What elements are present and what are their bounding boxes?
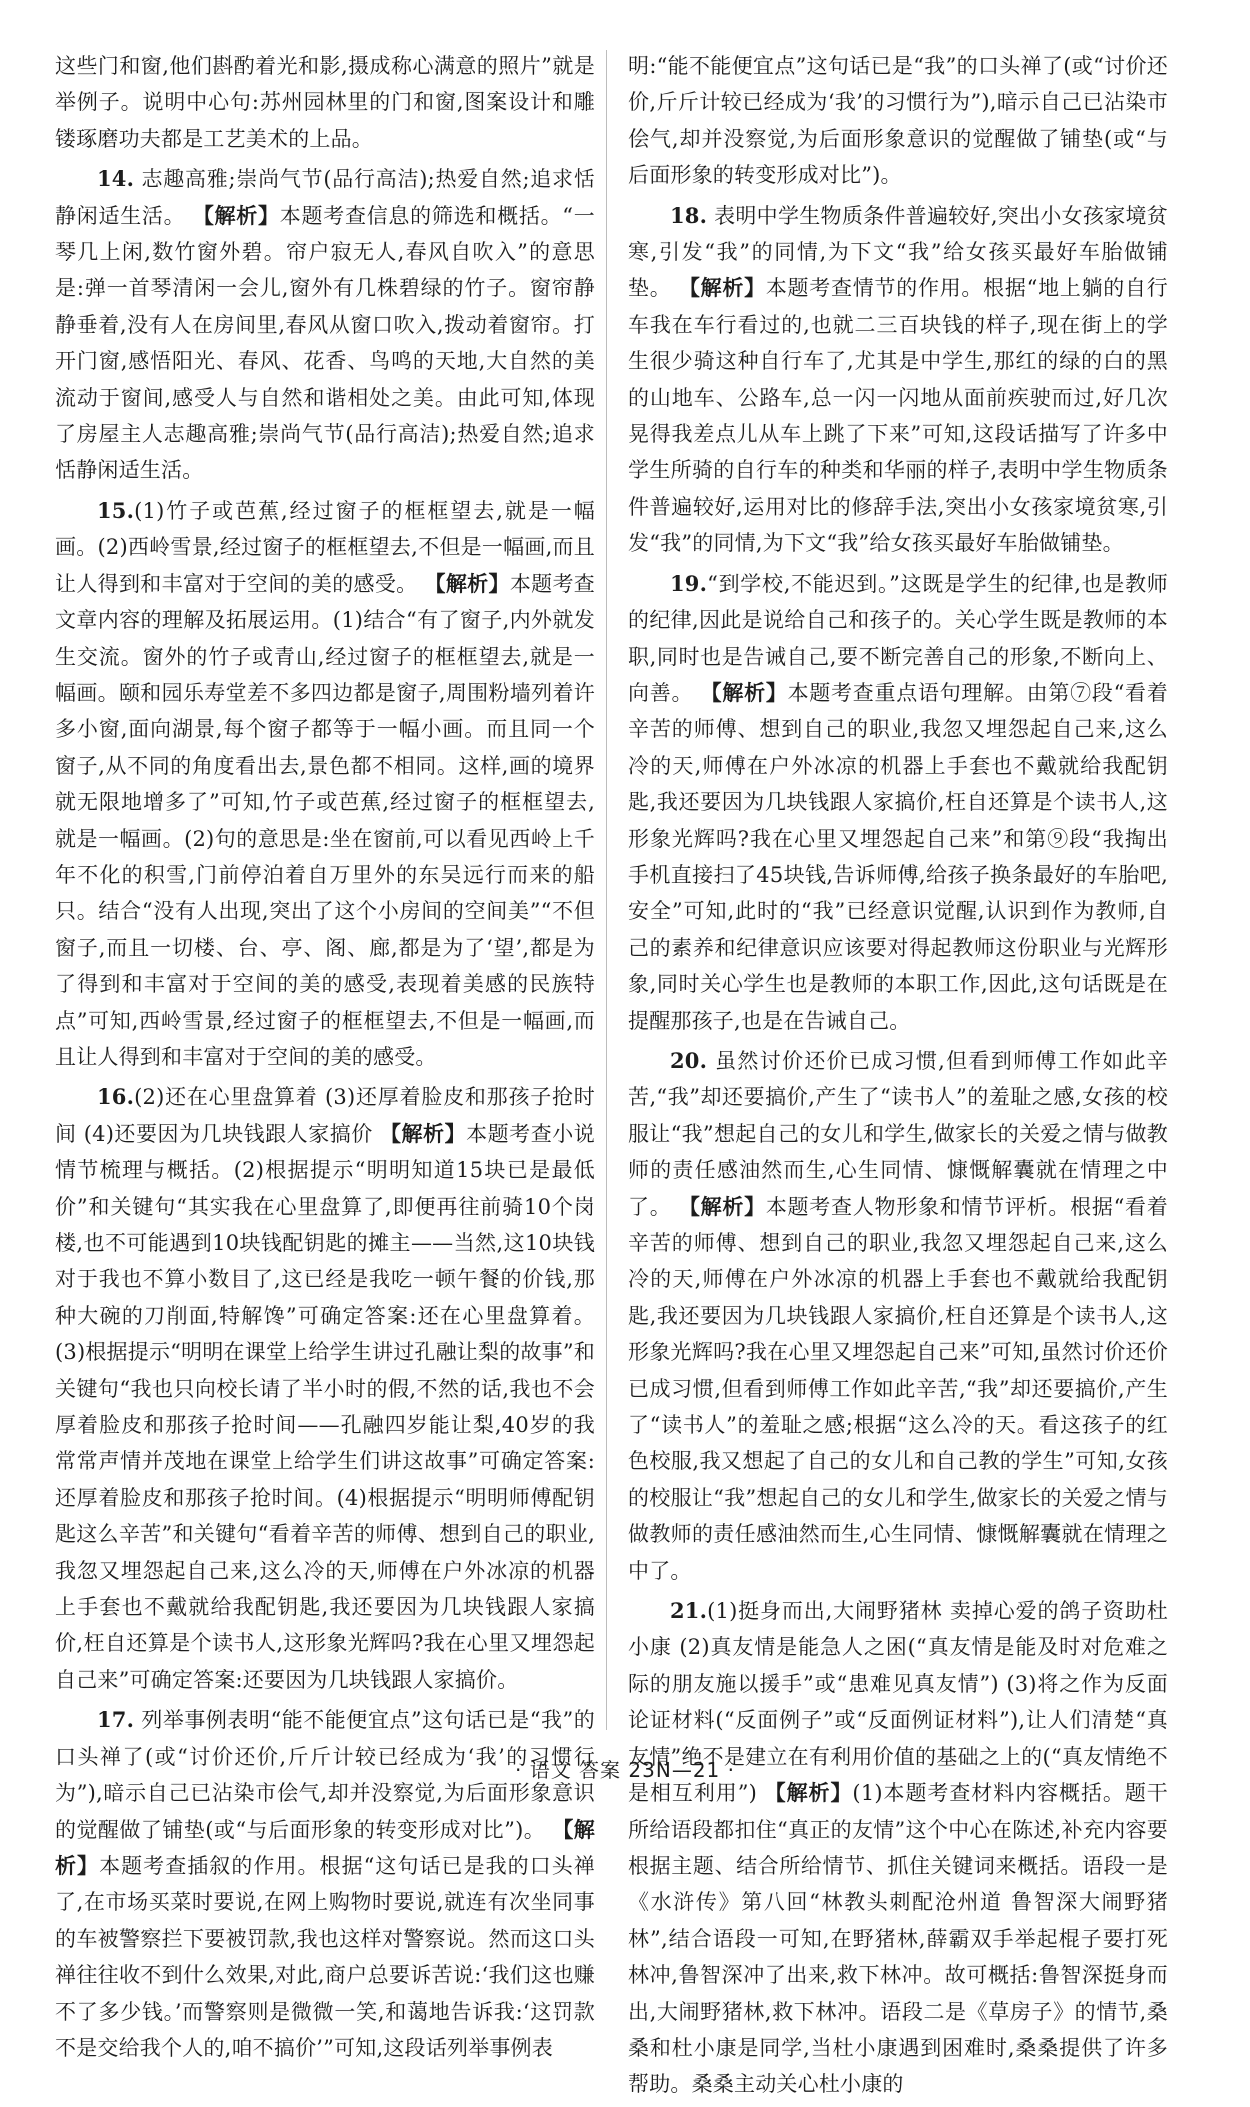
- answer-text: “到学校,不能迟到。”这既是学生的纪律,也是教师的纪律,因此是说给自己和孩子的。关心学生既是教师的本职,同时也是告诫自己,要不断完善自己的形象,不断向上、向善。: [628, 571, 1168, 705]
- answer-text: (1)挺身而出,大闹野猪林 卖掉心爱的鸽子资助杜小康 (2)真友情是能急人之困(“真友情是能及时对危难之际的朋友施以援手”或“患难见真友情”) (3)将之作为反面论证材料(“反面例子”或“反面例证材料”),让人们清楚“真友情”绝不是建立在有利用价值的基础之上的(“真友情绝不是相互利用”): [628, 1599, 1168, 1806]
- answer-paragraph: [55, 48, 595, 157]
- right-column: [628, 48, 1168, 2107]
- answer-text: (1)竹子或芭蕉,经过窗子的框框望去,就是一幅画。(2)西岭雪景,经过窗子的框框望去,不但是一幅画,而且让人得到和丰富对于空间的美的感受。: [55, 498, 595, 596]
- answer-text: (1)本题考查材料内容概括。题干所给语段都扣住“真正的友情”这个中心在陈述,补充内容要根据主题、结合所给情节、抓住关键词来概括。语段一是《水浒传》第八回“林教头刺配沧州道 鲁智深大闹野猪林”,结合语段一可知,在野猪林,薛霸双手举起棍子要打死林冲,鲁智深冲了出来,救下林冲。故可概括:鲁智深挺身而出,大闹野猪林,救下林冲。语段二是《草房子》的情节,桑桑和杜小康是同学,当杜小康遇到困难时,桑桑提供了许多帮助。桑桑主动关心杜小康的: [628, 1781, 1168, 2097]
- answer-text: 这些门和窗,他们斟酌着光和影,摄成称心满意的照片”就是举例子。说明中心句:苏州园林里的门和窗,图案设计和雕镂琢磨功夫都是工艺美术的上品。: [55, 54, 595, 151]
- answer-text: 本题考查信息的筛选和概括。“一琴几上闲,数竹窗外碧。帘户寂无人,春风自吹入”的意思是:弹一首琴清闲一会儿,窗外有几株碧绿的竹子。窗帘静静垂着,没有人在房间里,春风从窗口吹入,拨动着窗帘。打开门窗,感悟阳光、春风、花香、鸟鸣的天地,大自然的美流动于窗间,感受人与自然和谐相处之美。由此可知,体现了房屋主人志趣高雅;崇尚气节(品行高洁);热爱自然;追求恬静闲适生活。: [55, 203, 595, 483]
- analysis-tag: 【解析】: [678, 1193, 766, 1219]
- analysis-tag: 【解析】: [700, 679, 788, 705]
- answer-text: 本题考查情节的作用。根据“地上躺的自行车我在车行看过的,也就二三百块钱的样子,现在街上的学生很少骑这种自行车了,尤其是中学生,那红的绿的白的黑的山地车、公路车,总一闪一闪地从面前疾驶而过,好几次晃得我差点儿从车上跳了下来”可知,这段话描写了许多中学生所骑的自行车的种类和华丽的样子,表明中学生物质条件普遍较好,运用对比的修辞手法,突出小女孩家境贫寒,引发“我”的同情,为下文“我”给女孩买最好车胎做铺垫。: [628, 276, 1168, 556]
- answer-paragraph: [55, 1079, 595, 1698]
- analysis-tag: 【解析】: [424, 570, 510, 596]
- analysis-tag: 【解析】: [192, 202, 280, 228]
- answer-paragraph: [628, 566, 1168, 1039]
- analysis-tag: 【解析】: [764, 1780, 853, 1806]
- answer-paragraph: [55, 161, 595, 489]
- answer-text: 本题考查重点语句理解。由第⑦段“看着辛苦的师傅、想到自己的职业,我忽又埋怨起自己来,这么冷的天,师傅在户外冰凉的机器上手套也不戴就给我配钥匙,我还要因为几块钱跟人家搞价,枉自还算是个读书人,这形象光辉吗?我在心里又埋怨起自己来”和第⑨段“我掏出手机直接扫了45块钱,告诉师傅,给孩子换条最好的车胎吧,安全”可知,此时的“我”已经意识觉醒,认识到作为教师,自己的素养和纪律意识应该要对得起教师这份职业与光辉形象,同时关心学生也是教师的本职工作,因此,这句话既是在提醒那孩子,也是在告诫自己。: [628, 680, 1168, 1033]
- answer-paragraph: [628, 1043, 1168, 1589]
- answer-text: 列举事例表明“能不能便宜点”这句话已是“我”的口头禅了(或“讨价还价,斤斤计较已经成为‘我’的习惯行为”),暗示自己已沾染市侩气,却并没察觉,为后面形象意识的觉醒做了铺垫(或“与后面形象的转变形成对比”)。: [55, 1708, 595, 1842]
- answer-paragraph: [55, 493, 595, 1076]
- answer-text: 志趣高雅;崇尚气节(品行高洁);热爱自然;追求恬静闲适生活。: [55, 167, 595, 228]
- analysis-tag: 【解析】: [55, 1816, 595, 1878]
- analysis-tag: 【解析】: [380, 1120, 467, 1146]
- question-number: 19.: [670, 570, 708, 596]
- question-number: 15.: [97, 497, 135, 523]
- answer-text: 表明中学生物质条件普遍较好,突出小女孩家境贫寒,引发“我”的同情,为下文“我”给女孩买最好车胎做铺垫。: [628, 203, 1168, 301]
- answer-paragraph: [628, 1593, 1168, 2103]
- answer-text: 虽然讨价还价已成习惯,但看到师傅工作如此辛苦,“我”却还要搞价,产生了“读书人”的羞耻之感,女孩的校服让“我”想起自己的女儿和学生,做家长的关爱之情与做教师的责任感油然而生,心生同情、慷慨解囊就在情理之中了。: [628, 1048, 1168, 1219]
- analysis-tag: 【解析】: [678, 275, 766, 301]
- answer-text: (2)还在心里盘算着 (3)还厚着脸皮和那孩子抢时间 (4)还要因为几块钱跟人家搞价: [55, 1085, 595, 1146]
- page-footer: · 语文 答案 23N—21 ·: [514, 1758, 735, 1782]
- answer-text: 本题考查插叙的作用。根据“这句话已是我的口头禅了,在市场买菜时要说,在网上购物时要说,就连有次坐同事的车被警察拦下要被罚款,我也这样对警察说。然而这口头禅往往收不到什么效果,对此,商户总要诉苦说:‘我们这也赚不了多少钱。’而警察则是微微一笑,和蔼地告诉我:‘这罚款不是交给我个人的,咱不搞价’”可知,这段话列举事例表: [55, 1853, 595, 2060]
- answer-paragraph: [628, 48, 1168, 194]
- column-divider: [606, 50, 607, 1730]
- answer-text: 本题考查人物形象和情节评析。根据“看着辛苦的师傅、想到自己的职业,我忽又埋怨起自己来,这么冷的天,师傅在户外冰凉的机器上手套也不戴就给我配钥匙,我还要因为几块钱跟人家搞价,枉自还算是个读书人,这形象光辉吗?我在心里又埋怨起自己来”可知,虽然讨价还价已成习惯,但看到师傅工作如此辛苦,“我”却还要搞价,产生了“读书人”的羞耻之感;根据“这么冷的天。看这孩子的红色校服,我又想起了自己的女儿和自己教的学生”可知,女孩的校服让“我”想起自己的女儿和学生,做家长的关爱之情与做教师的责任感油然而生,心生同情、慷慨解囊就在情理之中了。: [628, 1194, 1168, 1583]
- answer-text: 本题考查小说情节梳理与概括。(2)根据提示“明明知道15块已是最低价”和关键句“其实我在心里盘算了,即便再往前骑10个岗楼,也不可能遇到10块钱配钥匙的摊主——当然,这10块钱对于我也不算小数目了,这已经是我吃一顿午餐的价钱,那种大碗的刀削面,特解馋”可确定答案:还在心里盘算着。(3)根据提示“明明在课堂上给学生讲过孔融让梨的故事”和关键句“我也只向校长请了半小时的假,不然的话,我也不会厚着脸皮和那孩子抢时间——孔融四岁能让梨,40岁的我常常声情并茂地在课堂上给学生们讲这故事”可确定答案:还厚着脸皮和那孩子抢时间。(4)根据提示“明明师傅配钥匙这么辛苦”和关键句“看着辛苦的师傅、想到自己的职业,我忽又埋怨起自己来,这么冷的天,师傅在户外冰凉的机器上手套也不戴就给我配钥匙,我还要因为几块钱跟人家搞价,枉自还算是个读书人,这形象光辉吗?我在心里又埋怨起自己来”可确定答案:还要因为几块钱跟人家搞价。: [55, 1121, 595, 1692]
- question-number: 20.: [670, 1047, 708, 1073]
- answer-text: 明:“能不能便宜点”这句话已是“我”的口头禅了(或“讨价还价,斤斤计较已经成为‘我’的习惯行为”),暗示自己已沾染市侩气,却并没察觉,为后面形象意识的觉醒做了铺垫(或“与后面形象的转变形成对比”)。: [628, 54, 1168, 188]
- question-number: 14.: [97, 166, 135, 192]
- question-number: 21.: [670, 1598, 708, 1624]
- question-number: 18.: [670, 202, 708, 228]
- answer-text: 本题考查文章内容的理解及拓展运用。(1)结合“有了窗子,内外就发生交流。窗外的竹子或青山,经过窗子的框框望去,就是一幅画。颐和园乐寿堂差不多四边都是窗子,周围粉墙列着许多小窗,面向湖景,每个窗子都等于一幅小画。而且同一个窗子,从不同的角度看出去,景色都不相同。这样,画的境界就无限地增多了”可知,竹子或芭蕉,经过窗子的框框望去,就是一幅画。(2)句的意思是:坐在窗前,可以看见西岭上千年不化的积雪,门前停泊着自万里外的东吴远行而来的船只。结合“没有人出现,突出了这个小房间的空间美”“不但窗子,而且一切楼、台、亭、阁、廊,都是为了‘望’,都是为了得到和丰富对于空间的美的感受,表现着美感的民族特点”可知,西岭雪景,经过窗子的框框望去,不但是一幅画,而且让人得到和丰富对于空间的美的感受。: [55, 571, 595, 1069]
- answer-paragraph: [628, 198, 1168, 562]
- question-number: 16.: [97, 1084, 135, 1110]
- question-number: 17.: [97, 1707, 135, 1733]
